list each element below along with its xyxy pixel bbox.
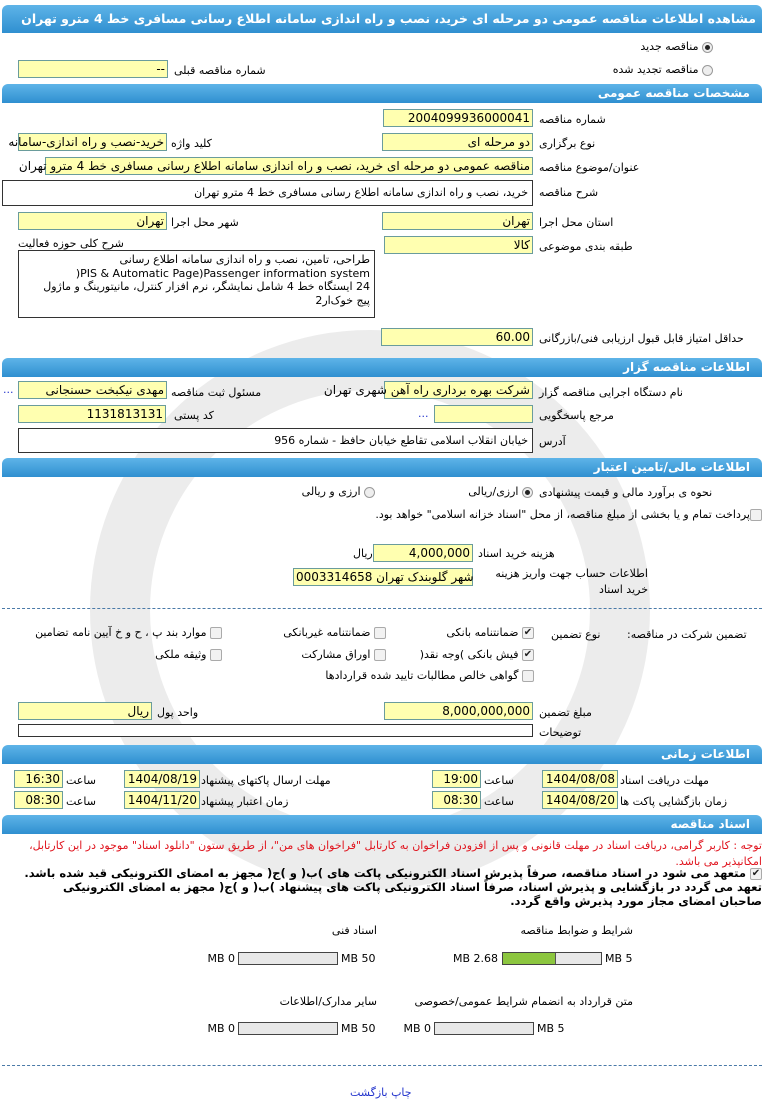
option-label: اوراق مشارکت <box>301 648 371 661</box>
postal-label: کد پستی <box>174 409 214 422</box>
hour-label: ساعت <box>484 795 514 808</box>
radio-currency-and-rial[interactable] <box>302 485 375 498</box>
guarantee-label: تضمین شرکت در مناقصه: <box>627 628 747 641</box>
city-label: شهر محل اجرا <box>171 216 239 229</box>
guarantee-type-label: نوع تضمین <box>551 628 601 641</box>
divider <box>2 608 762 609</box>
commitment[interactable] <box>22 866 762 908</box>
doc-deadline-time[interactable]: 19:00 <box>432 770 481 788</box>
tender-type-field[interactable]: دو مرحله ای <box>382 133 533 151</box>
commitment-checkbox[interactable]: ✔ <box>751 867 761 879</box>
submit-deadline-date[interactable]: 1404/08/19 <box>124 770 200 788</box>
keyword-field[interactable]: خرید-نصب و راه اندازی-سامانه <box>18 133 167 151</box>
option-label: گواهی خالص مطالبات تایید شده قراردادها <box>325 669 519 682</box>
hour-label: ساعت <box>66 795 96 808</box>
prev-number-field[interactable]: -- <box>18 60 168 78</box>
file-used: 2.68 MB <box>452 952 498 965</box>
guarantee-option[interactable] <box>446 626 534 639</box>
file-max: 5 MB <box>605 952 633 965</box>
desc-field[interactable]: خرید، نصب و راه اندازی سامانه اطلاع رسانی مسافری خط 4 مترو تهران <box>2 180 533 206</box>
doc-fee-field[interactable]: 4,000,000 <box>373 544 473 562</box>
province-field[interactable]: تهران <box>382 212 533 230</box>
org-label: نام دستگاه اجرایی مناقصه گزار <box>539 386 683 399</box>
scope-field[interactable] <box>18 250 375 318</box>
min-score-label: حداقل امتیاز قابل قبول ارزیابی فنی/بازرگانی <box>539 332 744 345</box>
page-title: مشاهده اطلاعات مناقصه عمومی دو مرحله ای خرید، نصب و راه اندازی سامانه اطلاع رسانی مسافری خط 4 مترو تهران <box>2 5 762 33</box>
checkbox[interactable] <box>210 627 222 639</box>
tender-number-field[interactable]: 2004099936000041 <box>383 109 533 127</box>
checkbox[interactable] <box>374 627 386 639</box>
radio-new-label: مناقصه جدید <box>640 40 699 53</box>
commitment-text: متعهد می شود در اسناد مناقصه، صرفاً پذیرش اسناد الکترونیکی پاکت های )ب( و )ج( مجهز به امضای الکترونیکی قید شده باشد. تعهد می گردد در بازگشایی و پذیرش اسناد، صرفاً اسناد الکترونیکی پاکت های پیشنهاد )ب( و )ج( مجهز به امضای الکترونیکی صاحبان امضای مجاز مورد پذیرش واقع گردد. <box>24 866 762 908</box>
treasury-option[interactable] <box>372 507 762 522</box>
address-field[interactable]: خیابان انقلاب اسلامی تقاطع خیابان حافظ - شماره 956 <box>18 428 533 453</box>
radio-opt1[interactable] <box>522 487 533 498</box>
radio-renewed[interactable] <box>702 65 713 76</box>
checkbox[interactable] <box>210 649 222 661</box>
validity-label: زمان اعتبار پیشنهاد <box>201 795 289 808</box>
subject-field[interactable]: مناقصه عمومی دو مرحله ای خرید، نصب و راه اندازی سامانه اطلاع رسانی مسافری خط 4 مترو تهران <box>45 157 533 175</box>
validity-time[interactable]: 08:30 <box>14 791 63 809</box>
opening-date[interactable]: 1404/08/20 <box>542 791 618 809</box>
print-link[interactable]: چاپ <box>391 1086 412 1099</box>
radio-currency-rial[interactable] <box>468 485 533 498</box>
file-max: 5 MB <box>537 1022 565 1035</box>
submit-deadline-time[interactable]: 16:30 <box>14 770 63 788</box>
radio-new[interactable] <box>702 42 713 53</box>
option-label: موارد بند پ ، ح و خ آیین نامه تضامین <box>35 626 207 639</box>
resp-more-link[interactable]: ... <box>3 383 14 396</box>
treasury-checkbox[interactable] <box>750 509 762 521</box>
validity-date[interactable]: 1404/11/20 <box>124 791 200 809</box>
radio-renewed-label: مناقصه تجدید شده <box>612 63 699 76</box>
currency-label: واحد پول <box>157 706 199 719</box>
scope-label: شرح کلی حوزه فعالیت <box>18 237 124 250</box>
back-link[interactable]: بازگشت <box>350 1086 388 1099</box>
hour-label: ساعت <box>66 774 96 787</box>
opt2-label: ارزی و ریالی <box>301 485 361 498</box>
download-notice: توجه : کاربر گرامی، دریافت اسناد در مهلت قانونی و پس از افزودن فراخوان به کارتابل "فراخوان های من"، از طریق ستون "دانلود اسناد" موجود در این کارتابل، امکانپذیر می باشد. <box>29 839 762 868</box>
desc-label: شرح مناقصه <box>539 186 599 199</box>
scope-line: 24 ایستگاه خط 4 شامل نمایشگر، نرم افزار کنترل، مانیتورینگ و ماژول <box>43 280 370 293</box>
radio-renewed-tender[interactable] <box>613 63 713 76</box>
resp-label: مسئول ثبت مناقصه <box>171 386 262 399</box>
ref-label: مرجع پاسخگویی <box>539 409 614 422</box>
option-label: ضمانتنامه غیربانکی <box>283 626 371 639</box>
guarantee-option[interactable] <box>420 648 534 661</box>
file-usage-fill <box>503 953 556 964</box>
type-label: نوع برگزاری <box>539 137 596 150</box>
hour-label: ساعت <box>484 774 514 787</box>
ref-field[interactable] <box>434 405 533 423</box>
file-label: اسناد فنی <box>331 924 377 937</box>
province-label: استان محل اجرا <box>539 216 614 229</box>
radio-opt2[interactable] <box>364 487 375 498</box>
guarantee-option[interactable] <box>283 626 386 639</box>
city-field[interactable]: تهران <box>18 212 167 230</box>
opt1-label: ارزی/ریالی <box>468 485 519 498</box>
option-label: وثیقه ملکی <box>155 648 207 661</box>
file-label: شرایط و ضوابط مناقصه <box>520 924 633 937</box>
account-label: اطلاعات حساب جهت واریز هزینه خرید اسناد <box>495 567 648 596</box>
prev-number-label: شماره مناقصه قبلی <box>174 64 266 77</box>
subject-label: عنوان/موضوع مناقصه <box>539 161 640 174</box>
option-label: ضمانتنامه بانکی <box>446 626 519 639</box>
divider <box>2 1065 762 1066</box>
file-usage-bar <box>238 1022 338 1035</box>
file-used: 0 MB <box>207 1022 235 1035</box>
number-label: شماره مناقصه <box>539 113 606 126</box>
org-field[interactable]: شرکت بهره برداری راه آهن شهری تهران <box>384 381 533 399</box>
file-usage-bar <box>434 1022 534 1035</box>
ref-more-link[interactable]: ... <box>418 407 429 420</box>
section-general-header: مشخصات مناقصه عمومی <box>2 84 762 103</box>
opening-time[interactable]: 08:30 <box>432 791 481 809</box>
currency-field[interactable]: ریال <box>18 702 152 720</box>
doc-deadline-label: مهلت دریافت اسناد <box>620 774 709 787</box>
notes-field[interactable] <box>18 724 533 737</box>
category-label: طبقه بندی موضوعی <box>539 240 633 253</box>
min-score-field[interactable]: 60.00 <box>381 328 533 346</box>
checkbox[interactable]: ✔ <box>523 649 533 660</box>
doc-fee-unit: ریال <box>353 547 373 560</box>
guarantee-option[interactable] <box>301 648 386 661</box>
guarantee-option[interactable] <box>325 669 534 682</box>
radio-new-tender[interactable] <box>640 40 713 53</box>
footer-links <box>350 1086 412 1099</box>
scope-line: پیج خوک‌ار2 <box>315 293 370 307</box>
file-max: 50 MB <box>341 952 376 965</box>
file-usage-bar <box>238 952 338 965</box>
notes-label: توضیحات <box>539 726 582 739</box>
section-organizer-header: اطلاعات مناقصه گزار <box>2 358 762 377</box>
section-documents-header: اسناد مناقصه <box>2 815 762 834</box>
keyword-label: کلید واژه <box>171 137 212 150</box>
checkbox[interactable]: ✔ <box>523 627 533 638</box>
file-used: 0 MB <box>207 952 235 965</box>
submit-deadline-label: مهلت ارسال پاکتهای پیشنهاد <box>201 774 331 787</box>
address-label: آدرس <box>539 435 566 448</box>
section-timing-header: اطلاعات زمانی <box>2 745 762 764</box>
account-field[interactable]: شهر گلوبندک تهران 0003314658 <box>293 568 473 586</box>
resp-field[interactable]: مهدی نیکبخت حسنجانی <box>18 381 167 399</box>
file-label: متن قرارداد به انضمام شرایط عمومی/خصوصی <box>414 995 633 1008</box>
scope-line: طراحی، تامین، نصب و راه اندازی سامانه اطلاع رسانی <box>119 253 370 266</box>
option-label: فیش بانکی )وجه نقد( <box>419 648 519 661</box>
amount-field[interactable]: 8,000,000,000 <box>384 702 533 720</box>
checkbox[interactable] <box>522 670 534 682</box>
category-field[interactable]: کالا <box>384 236 533 254</box>
guarantee-option[interactable] <box>35 626 222 639</box>
opening-label: زمان بازگشایی پاکت ها <box>620 795 728 808</box>
guarantee-option[interactable] <box>155 648 222 661</box>
amount-label: مبلغ تضمین <box>539 706 592 719</box>
doc-deadline-date[interactable]: 1404/08/08 <box>542 770 618 788</box>
section-finance-header: اطلاعات مالی/تامین اعتبار <box>2 458 762 477</box>
postal-field[interactable]: 1131813131 <box>18 405 166 423</box>
file-label: سایر مدارک/اطلاعات <box>279 995 377 1008</box>
file-max: 50 MB <box>341 1022 376 1035</box>
checkbox[interactable] <box>374 649 386 661</box>
scope-line: PIS & Automatic Page)Passenger information system( <box>75 266 370 280</box>
file-usage-bar <box>502 952 602 965</box>
file-used: 0 MB <box>403 1022 431 1035</box>
treasury-text: پرداخت تمام و یا بخشی از مبلغ مناقصه، از محل "اسناد خزانه اسلامی" خواهد بود. <box>375 508 750 521</box>
method-label: نحوه ی برآورد مالی و قیمت پیشنهادی <box>539 486 713 499</box>
doc-fee-label: هزینه خرید اسناد <box>478 547 555 560</box>
